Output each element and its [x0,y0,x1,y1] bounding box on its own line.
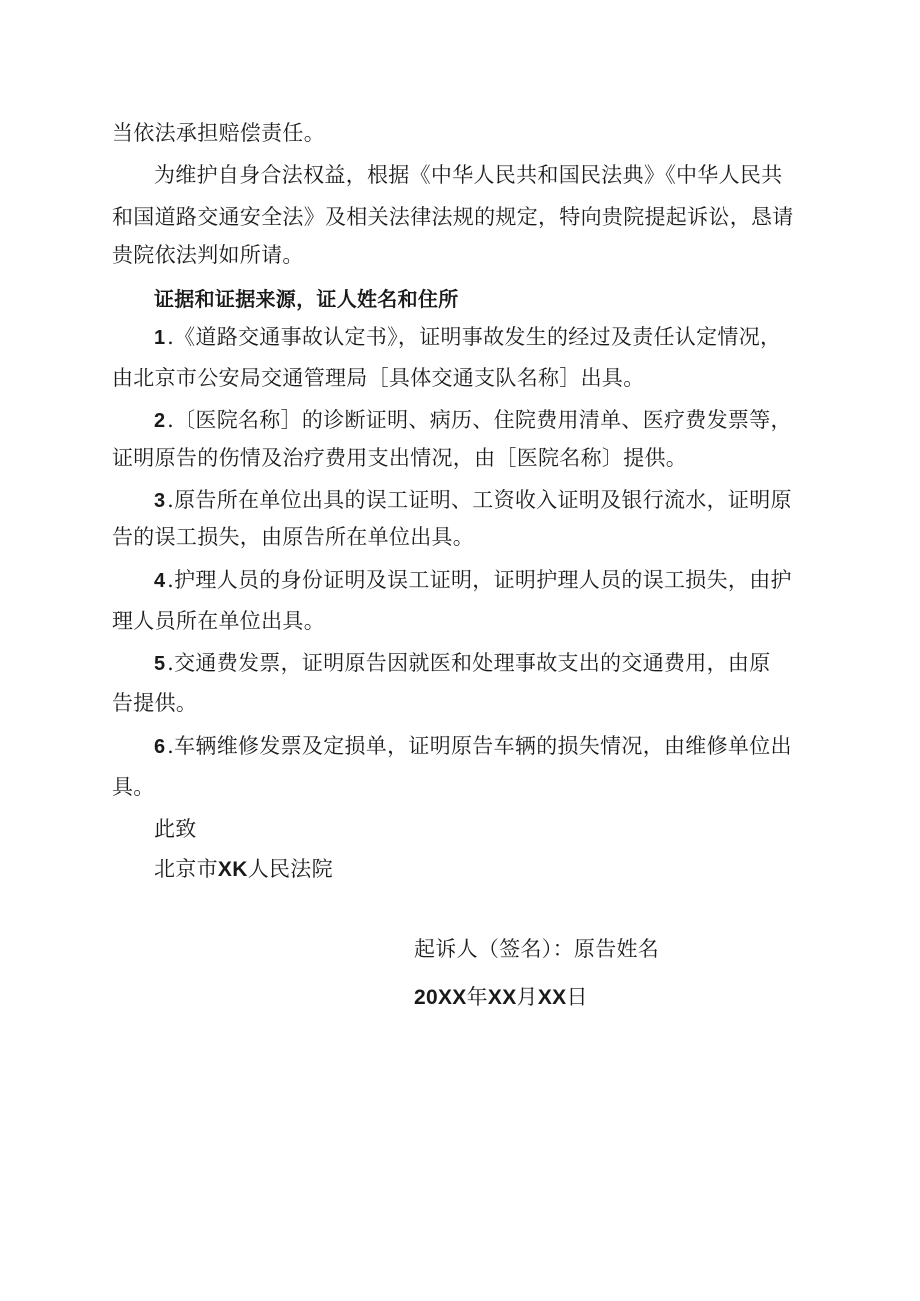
purpose-paragraph-line-3: 贵院依法判如所请。 [112,243,304,267]
evidence-item-1 [154,322,781,353]
evidence-number: 2 [154,410,168,432]
date-month-unit: 月 [516,985,538,1009]
evidence-number: 3 [154,490,168,512]
intro-tail-text: 当依法承担赔偿责任。 [112,121,325,145]
signature-date [414,982,588,1013]
evidence-heading: 证据和证据来源，证人姓名和住所 [154,287,459,311]
closing-text: 此致 [154,817,197,841]
signature-line: 起诉人（签名）：原告姓名 [414,937,660,961]
evidence-item-2 [154,405,792,436]
evidence-number: 5 [154,653,168,675]
evidence-number: 1 [154,327,168,349]
evidence-text: .原告所在单位出具的误工证明、工资收入证明及银行流水，证明原 [167,488,792,512]
evidence-item-6 [154,731,792,762]
court-suffix: 人民法院 [247,857,333,881]
court-code: XK [217,858,248,881]
evidence-number: 6 [154,736,168,758]
purpose-paragraph-line-2: 和国道路交通安全法》及相关法律法规的规定，特向贵院提起诉讼，恳请 [112,205,794,229]
date-day-unit: 日 [566,985,588,1009]
evidence-item-2-continued: 证明原告的伤情及治疗费用支出情况，由［医院名称〕提供。 [112,446,688,470]
evidence-text: .《道路交通事故认定书》，证明事故发生的经过及责任认定情况， [167,325,782,349]
evidence-item-4 [154,565,792,596]
evidence-text: .护理人员的身份证明及误工证明，证明护理人员的误工损失，由护 [167,568,792,592]
evidence-item-4-continued: 理人员所在单位出具。 [112,609,325,633]
evidence-item-1-continued: 由北京市公安局交通管理局［具体交通支队名称］出具。 [112,366,645,390]
evidence-number: 4 [154,570,168,592]
evidence-item-3-continued: 告的误工损失，由原告所在单位出具。 [112,525,475,549]
evidence-text: .车辆维修发票及定损单，证明原告车辆的损失情况，由维修单位出 [167,734,792,758]
date-year: 20XX [414,986,467,1009]
date-day: XX [537,986,567,1009]
evidence-item-5 [154,648,771,679]
evidence-item-5-continued: 告提供。 [112,691,198,715]
evidence-item-6-continued: 具。 [112,775,155,799]
evidence-text: .〔医院名称］的诊断证明、病历、住院费用清单、医疗费发票等， [167,408,792,432]
date-month: XX [487,986,517,1009]
evidence-text: .交通费发票，证明原告因就医和处理事故支出的交通费用，由原 [167,651,771,675]
evidence-item-3 [154,485,792,516]
court-prefix: 北京市 [154,857,218,881]
court-name [154,854,333,885]
date-year-unit: 年 [466,985,488,1009]
purpose-paragraph-line-1: 为维护自身合法权益，根据《中华人民共和国民法典》《中华人民共 [154,163,783,187]
